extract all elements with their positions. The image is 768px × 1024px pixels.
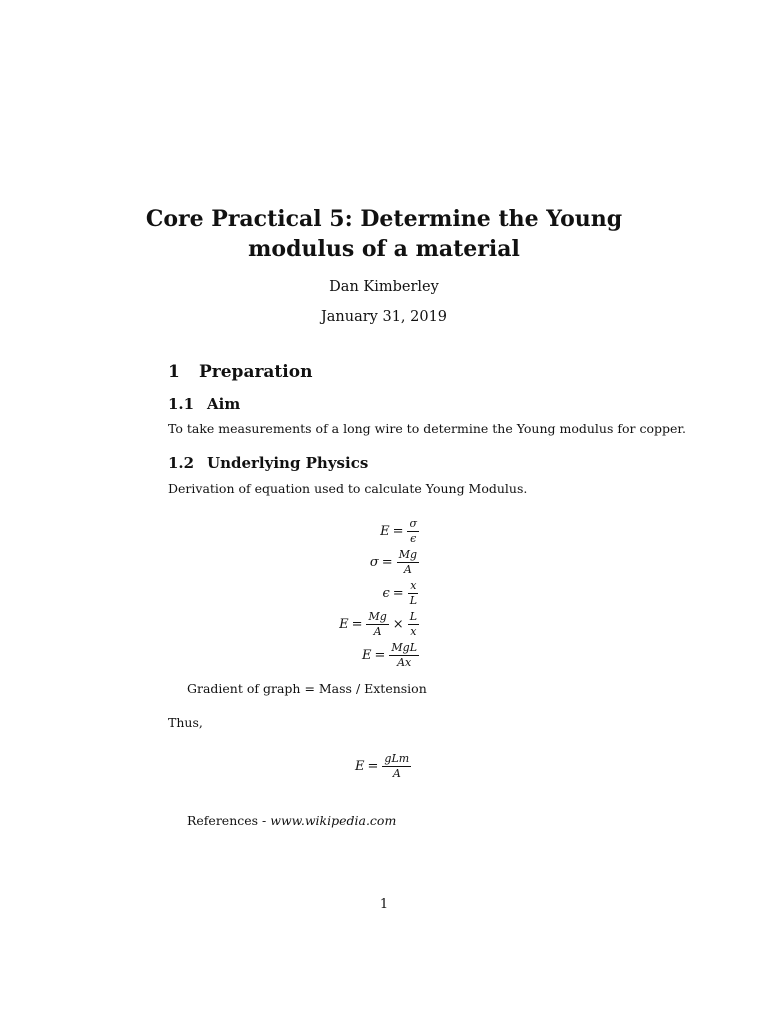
- eq-equals: =: [374, 648, 386, 663]
- subsection-heading-aim: [168, 395, 240, 413]
- eq-equals: =: [392, 586, 404, 601]
- eq-numerator: L: [409, 610, 417, 623]
- eq-fraction: [389, 642, 419, 669]
- eq-denominator: A: [373, 625, 382, 638]
- subsection-number: 1.2: [168, 454, 195, 472]
- eq-equals: =: [392, 524, 404, 539]
- author: Dan Kimberley: [329, 279, 439, 295]
- subsection-heading-physics: [168, 454, 368, 472]
- eq-numerator: σ: [409, 517, 417, 530]
- equation-stress: [370, 549, 420, 576]
- eq-lhs: E: [380, 524, 390, 539]
- eq-fraction: [366, 611, 388, 638]
- eq-fraction: [407, 518, 419, 545]
- equation-strain: [383, 580, 421, 607]
- eq-numerator: gLm: [384, 752, 410, 765]
- eq-lhs: E: [355, 759, 365, 774]
- eq-equals: =: [351, 617, 363, 632]
- subsection-title: Aim: [207, 395, 241, 413]
- eq-fraction: [397, 549, 419, 576]
- eq-lhs: E: [339, 617, 349, 632]
- eq-lhs: σ: [369, 555, 379, 570]
- references-label: References -: [187, 813, 271, 828]
- eq-fraction: [382, 753, 411, 780]
- eq-times: ×: [392, 617, 404, 632]
- eq-lhs: E: [361, 648, 372, 663]
- equation-substitution: [339, 611, 420, 638]
- eq-numerator: Mg: [368, 610, 387, 623]
- thus-text: Thus,: [168, 715, 203, 730]
- eq-equals: =: [381, 555, 393, 570]
- eq-equals: =: [367, 759, 379, 774]
- page-number: 1: [379, 897, 389, 912]
- eq-numerator: Mg: [398, 548, 417, 561]
- equation-final: [355, 753, 412, 780]
- date: January 31, 2019: [320, 309, 448, 325]
- title-line-1: Core Practical 5: Determine the Young: [145, 206, 623, 232]
- title-line-2: modulus of a material: [248, 236, 520, 262]
- aim-paragraph: To take measurements of a long wire to determine the Young modulus for copper.: [168, 421, 686, 436]
- section-number: 1: [168, 362, 180, 382]
- subsection-number: 1.1: [168, 395, 195, 413]
- eq-numerator: MgL: [391, 641, 417, 654]
- subsection-title: Underlying Physics: [207, 454, 369, 472]
- eq-denominator: x: [410, 625, 417, 638]
- gradient-text: Gradient of graph = Mass / Extension: [187, 681, 427, 696]
- eq-denominator: A: [392, 767, 401, 780]
- section-title: Preparation: [199, 362, 313, 382]
- eq-denominator: A: [403, 563, 412, 576]
- equation-young-modulus: [380, 518, 420, 545]
- eq-denominator: L: [409, 594, 417, 607]
- eq-lhs: ϵ: [382, 586, 390, 601]
- references-link[interactable]: www.wikipedia.com: [270, 813, 397, 828]
- section-heading-preparation: [168, 362, 312, 382]
- document-title: [0, 204, 768, 264]
- references: [187, 813, 396, 828]
- equation-combined: [362, 642, 420, 669]
- eq-fraction: [408, 611, 419, 638]
- eq-fraction: [408, 580, 419, 607]
- eq-numerator: x: [410, 579, 417, 592]
- eq-denominator: Ax: [397, 656, 412, 669]
- derivation-intro: Derivation of equation used to calculate Young Modulus.: [168, 481, 528, 496]
- eq-denominator: ϵ: [410, 532, 417, 545]
